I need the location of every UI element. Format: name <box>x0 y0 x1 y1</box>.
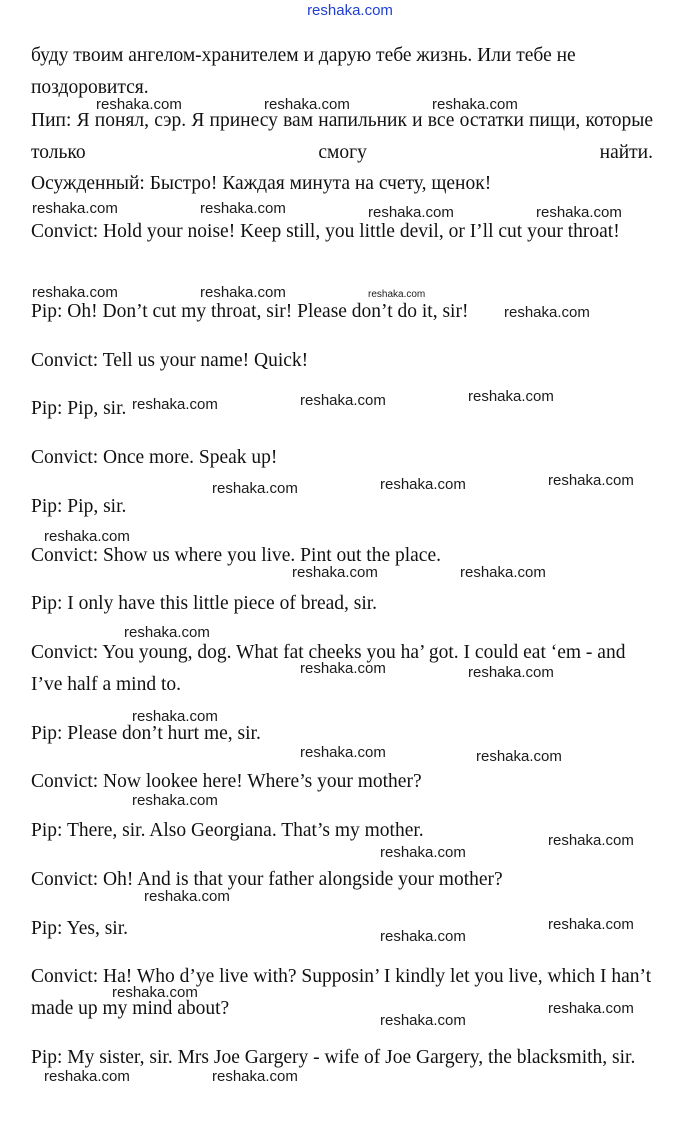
watermark: reshaka.com <box>124 624 210 641</box>
watermark: reshaka.com <box>32 284 118 301</box>
paragraph: Осужденный: Быстро! Каждая минута на счету, щенок! <box>31 173 492 194</box>
watermark: reshaka.com <box>380 476 466 493</box>
watermark: reshaka.com <box>468 388 554 405</box>
watermark: reshaka.com <box>200 200 286 217</box>
watermark: reshaka.com <box>504 304 590 321</box>
watermark: reshaka.com <box>300 660 386 677</box>
paragraph: Pip: There, sir. Also Georgiana. That’s my mother. <box>31 820 424 841</box>
watermark: reshaka.com <box>536 204 622 221</box>
paragraph: Pip: I only have this little piece of bread, sir. <box>31 593 378 614</box>
watermark: reshaka.com <box>380 928 466 945</box>
paragraph: Convict: Once more. Speak up! <box>31 447 278 468</box>
paragraph: Pip: Oh! Don’t cut my throat, sir! Please don’t do it, sir! <box>31 301 469 322</box>
watermark: reshaka.com <box>212 480 298 497</box>
watermark: reshaka.com <box>548 832 634 849</box>
watermark: reshaka.com <box>132 396 218 413</box>
watermark: reshaka.com <box>380 844 466 861</box>
watermark: reshaka.com <box>460 564 546 581</box>
watermark: reshaka.com <box>548 916 634 933</box>
watermark: reshaka.com <box>548 1000 634 1017</box>
watermark: reshaka.com <box>264 96 350 113</box>
watermark: reshaka.com <box>132 792 218 809</box>
watermark: reshaka.com <box>476 748 562 765</box>
paragraph: Convict: Now lookee here! Where’s your mother? <box>31 771 422 792</box>
watermark: reshaka.com <box>300 392 386 409</box>
watermark: reshaka.com <box>368 289 426 300</box>
watermark: reshaka.com <box>380 1012 466 1029</box>
paragraph: Convict: Tell us your name! Quick! <box>31 350 309 371</box>
paragraph: буду твоим ангелом-хранителем и дарую тебе жизнь. Или тебе не поздоровится. <box>31 45 576 98</box>
paragraph: Convict: You young, dog. What fat cheeks you ha’ got. I could eat ‘em - and I’ve half a mind to. <box>31 642 626 695</box>
paragraph: Pip: Pip, sir. <box>31 496 127 517</box>
paragraph: Pip: Please don’t hurt me, sir. <box>31 723 261 744</box>
watermark: reshaka.com <box>144 888 230 905</box>
watermark: reshaka.com <box>212 1068 298 1085</box>
watermark: reshaka.com <box>44 1068 130 1085</box>
paragraph: Convict: Ha! Who d’ye live with? Supposin’ I kindly let you live, which I han’t made up my mind about? <box>31 966 652 1019</box>
watermark: reshaka.com <box>292 564 378 581</box>
watermark: reshaka.com <box>32 200 118 217</box>
watermark: reshaka.com <box>368 204 454 221</box>
paragraph: Convict: Hold your noise! Keep still, you little devil, or I’ll cut your throat! <box>31 221 620 242</box>
watermark: reshaka.com <box>432 96 518 113</box>
paragraph: Convict: Show us where you live. Pint out the place. <box>31 545 441 566</box>
watermark: reshaka.com <box>44 528 130 545</box>
paragraph: Pip: Yes, sir. <box>31 918 129 939</box>
site-header: reshaka.com <box>307 2 393 19</box>
watermark: reshaka.com <box>300 744 386 761</box>
watermark: reshaka.com <box>132 708 218 725</box>
watermark: reshaka.com <box>548 472 634 489</box>
paragraph: Pip: My sister, sir. Mrs Joe Gargery - wife of Joe Gargery, the blacksmith, sir. <box>31 1047 636 1068</box>
paragraph: Pip: Pip, sir. <box>31 398 127 419</box>
paragraph: Convict: Oh! And is that your father alongside your mother? <box>31 869 503 890</box>
paragraph: Пип: Я понял, сэр. Я принесу вам напильник и все остатки пищи, которые только смогу найти. <box>31 110 653 163</box>
watermark: reshaka.com <box>112 984 198 1001</box>
watermark: reshaka.com <box>468 664 554 681</box>
watermark: reshaka.com <box>200 284 286 301</box>
watermark: reshaka.com <box>96 96 182 113</box>
